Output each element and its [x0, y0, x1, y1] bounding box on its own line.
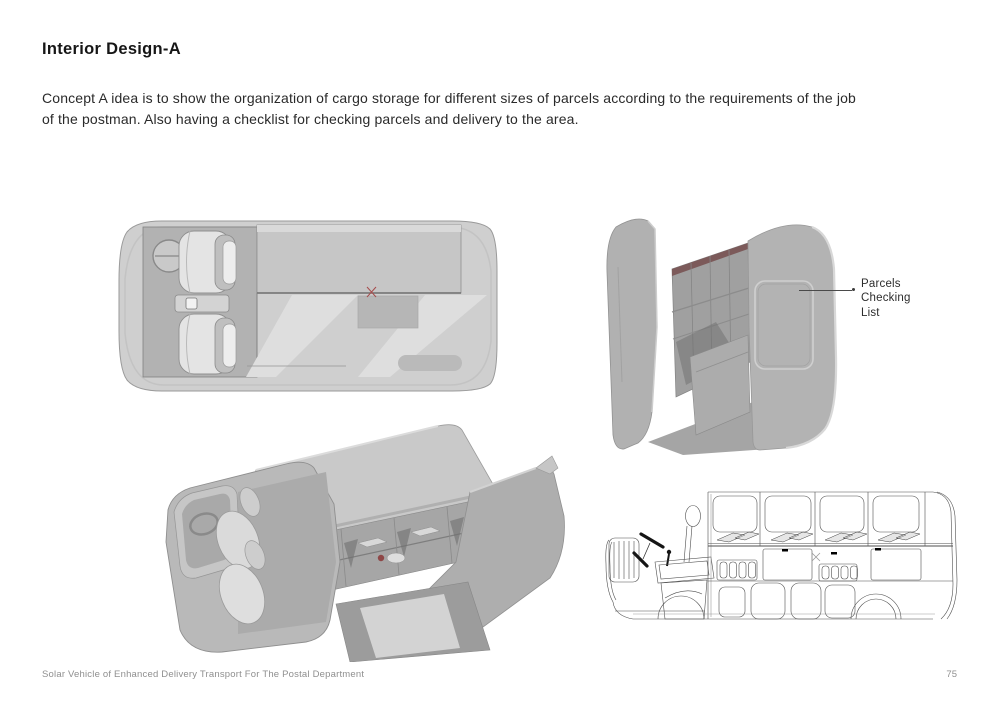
- footer-title: Solar Vehicle of Enhanced Delivery Transport For The Postal Department: [42, 669, 365, 680]
- paragraph-line: Concept A idea is to show the organization of cargo storage for different sizes of parcels according to the requirements of the job: [42, 90, 856, 106]
- red-knob-marker: [378, 555, 384, 561]
- wheel-housing: [398, 355, 462, 371]
- annotation-leader-line: [799, 290, 852, 291]
- top-view-render-graphic: [40, 183, 520, 423]
- side-wireframe-graphic: [603, 480, 993, 630]
- annotation-leader-dot: [852, 288, 855, 291]
- annotation-line: Checking: [861, 292, 911, 305]
- parcels-checking-list-label: [861, 277, 911, 320]
- driver-seat: [179, 231, 236, 293]
- page-number: 75: [946, 669, 957, 680]
- cargo-shelving: [672, 243, 750, 435]
- paragraph-line: of the postman. Also having a checklist for checking parcels and delivery to the area.: [42, 111, 579, 127]
- annotation-line: Parcels: [861, 278, 901, 290]
- figure-cutaway-render: [138, 412, 568, 662]
- door-handle: [831, 552, 837, 555]
- figure-side-wireframe: [603, 480, 993, 630]
- rear-interior-render-graphic: [588, 207, 858, 457]
- parcels-checking-list-panel: [755, 281, 813, 369]
- door-handle: [782, 549, 788, 552]
- annotation-line: List: [861, 306, 880, 319]
- figure-top-view-render: [40, 183, 520, 423]
- figure-rear-interior-render: [588, 207, 858, 457]
- wireframe-driver-seat: [655, 506, 714, 620]
- wheel-arch: [851, 594, 901, 619]
- intro-paragraph: [42, 88, 982, 130]
- parcels-on-shelf: [717, 532, 920, 542]
- door-handle: [875, 548, 881, 551]
- steering-column: [634, 534, 663, 566]
- page-title: Interior Design-A: [42, 40, 181, 58]
- cutaway-render-graphic: [138, 412, 568, 662]
- passenger-seat: [179, 314, 236, 374]
- cutaway-cab-pod: [166, 462, 340, 652]
